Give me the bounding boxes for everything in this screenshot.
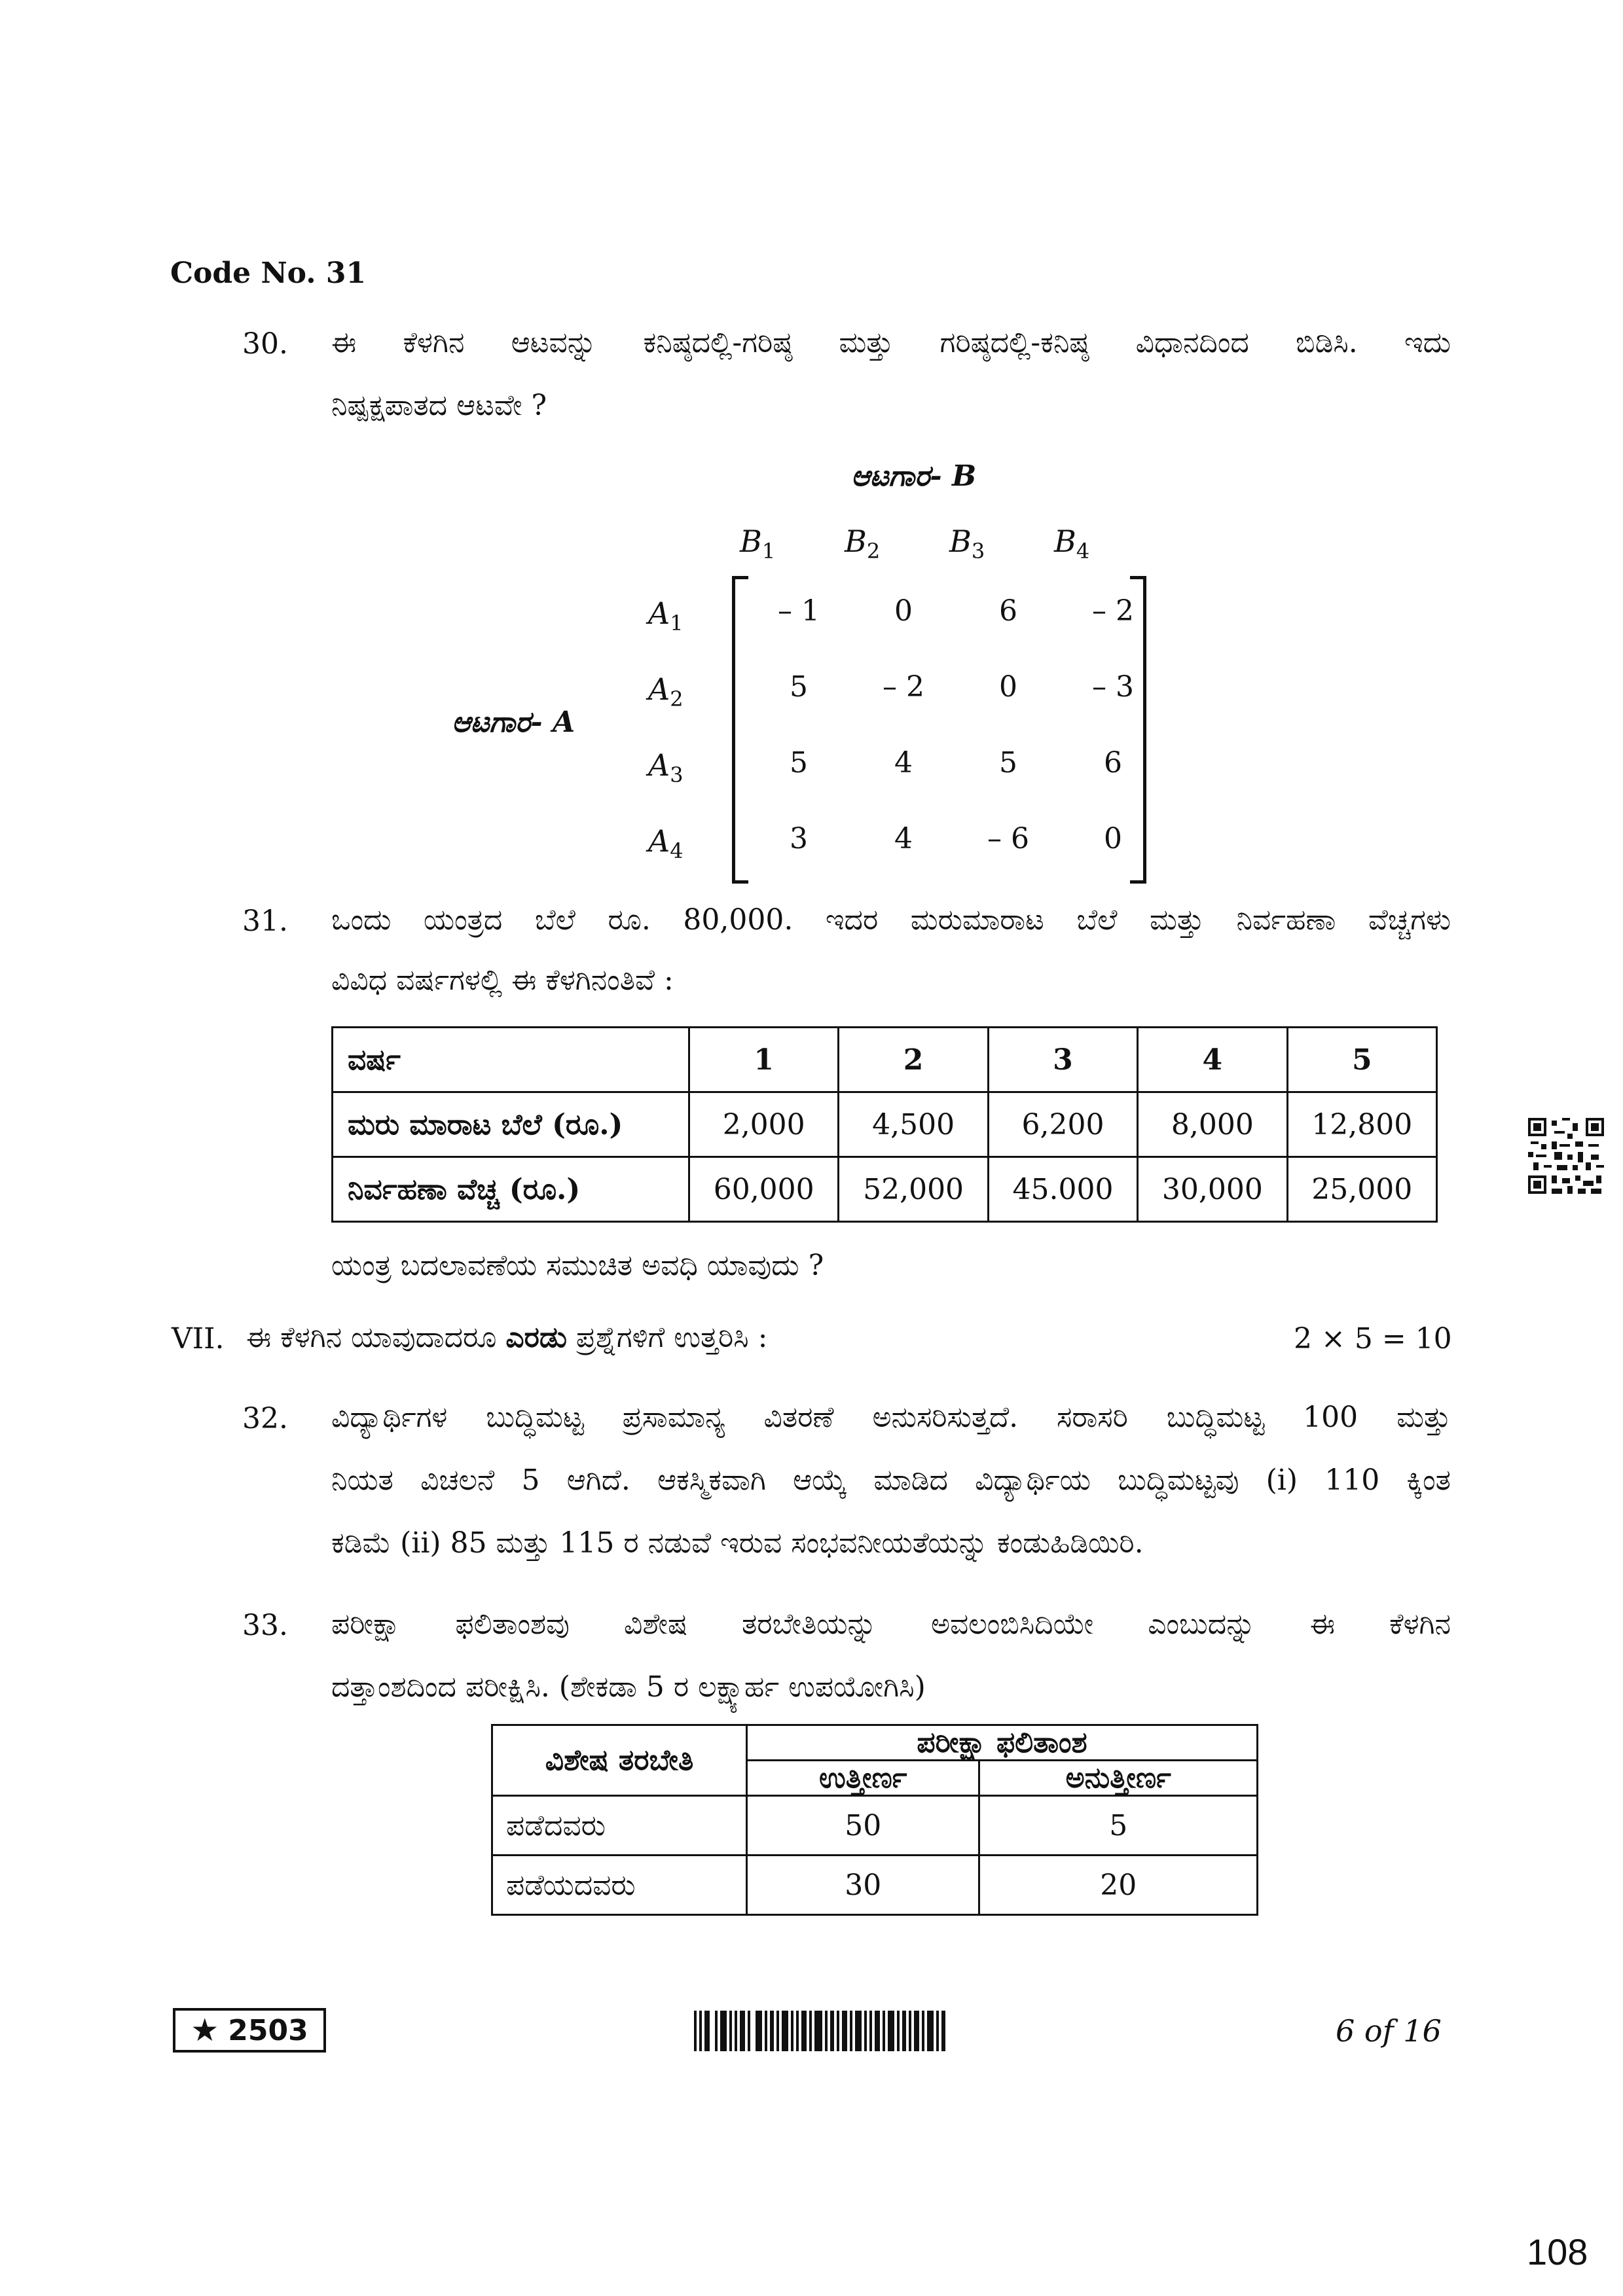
- matrix-cell: 4: [894, 746, 913, 780]
- row-head-a3: $A_3$: [648, 747, 684, 788]
- matrix-cell: – 2: [1092, 594, 1134, 628]
- column-head-b1: $B_1$: [740, 524, 776, 564]
- qr-code-icon: [1528, 1118, 1604, 1194]
- page-number: 108: [1527, 2231, 1588, 2272]
- table-cell: 12,800: [1287, 1092, 1436, 1157]
- question-32-number: 32.: [242, 1402, 288, 1435]
- page-of-total: 6 of 16: [1336, 2013, 1442, 2049]
- row-head-a4: $A_4$: [648, 823, 684, 864]
- star-icon: ★: [191, 2012, 219, 2049]
- table-cell: 25,000: [1287, 1157, 1436, 1222]
- question-33-line-2: ದತ್ತಾಂಶದಿಂದ ಪರೀಕ್ಷಿಸಿ. (ಶೇಕಡಾ 5 ರ ಲಕ್ಷ್ಯಾರ್ಹ ಉಪಯೋಗಿಸಿ): [331, 1670, 926, 1704]
- question-31-prompt: ಯಂತ್ರ ಬದಲಾವಣೆಯ ಸಮುಚಿತ ಅವಧಿ ಯಾವುದು ?: [331, 1249, 824, 1282]
- matrix-cell: 0: [999, 670, 1017, 704]
- row-head-a2: $A_2$: [648, 672, 684, 712]
- question-33-number: 33.: [242, 1609, 288, 1642]
- table-cell: 50: [747, 1796, 979, 1856]
- section-marks: 2 × 5 = 10: [1294, 1322, 1452, 1355]
- table-cell: 2,000: [689, 1092, 839, 1157]
- question-30-number: 30.: [242, 327, 288, 361]
- table-row-maintenance: [333, 1157, 1437, 1222]
- training-result-table: [491, 1724, 1258, 1916]
- table-row: [492, 1856, 1258, 1915]
- barcode: [694, 2011, 962, 2051]
- table-cell: 60,000: [689, 1157, 839, 1222]
- year-header: ವರ್ಷ: [333, 1028, 689, 1092]
- paper-code-badge: [173, 2008, 326, 2053]
- question-32-line-1: ವಿದ್ಯಾರ್ಥಿಗಳ ಬುದ್ಧಿಮಟ್ಟ ಪ್ರಸಾಮಾನ್ಯ ವಿತರಣೆ ಅನುಸರಿಸುತ್ತದೆ. ಸರಾಸರಿ ಬುದ್ಧಿಮಟ್ಟ 100 ಮತ್ತು: [331, 1401, 1451, 1434]
- instruction-text-end: ಪ್ರಶ್ನೆಗಳಿಗೆ ಉತ್ತರಿಸಿ :: [566, 1321, 768, 1354]
- resale-maintenance-table: [331, 1026, 1438, 1223]
- matrix-row-3: [746, 746, 1165, 822]
- question-30-line-1: ಈ ಕೆಳಗಿನ ಆಟವನ್ನು ಕನಿಷ್ಠದಲ್ಲಿ-ಗರಿಷ್ಠ ಮತ್ತು ಗರಿಷ್ಠದಲ್ಲಿ-ಕನಿಷ್ಠ ವಿಧಾನದಿಂದ ಬಿಡಿಸಿ. ಇದು: [331, 326, 1451, 359]
- year-cell: 4: [1138, 1028, 1287, 1092]
- table-cell: 5: [979, 1796, 1258, 1856]
- code-number: Code No. 31: [170, 257, 367, 290]
- resale-header: ಮರು ಮಾರಾಟ ಬೆಲೆ (ರೂ.): [333, 1092, 689, 1157]
- matrix-cell: 5: [790, 670, 808, 704]
- matrix-row-2: [746, 670, 1165, 746]
- matrix-cell: 6: [999, 594, 1017, 628]
- matrix-cell: 3: [790, 822, 808, 855]
- matrix-column-headers: [740, 524, 1159, 564]
- special-training-header: ವಿಶೇಷ ತರಬೇತಿ: [492, 1725, 747, 1796]
- year-cell: 3: [988, 1028, 1137, 1092]
- matrix-cell: 0: [894, 594, 913, 628]
- section-numeral: VII.: [172, 1322, 225, 1355]
- instruction-emphasis: ಎರಡು: [505, 1321, 567, 1354]
- question-31-line-1: ಒಂದು ಯಂತ್ರದ ಬೆಲೆ ರೂ. 80,000. ಇದರ ಮರುಮಾರಾಟ ಬೆಲೆ ಮತ್ತು ನಿರ್ವಹಣಾ ವೆಚ್ಚಗಳು: [331, 903, 1451, 937]
- table-cell: 45.000: [988, 1157, 1137, 1222]
- matrix-cell: – 1: [778, 594, 820, 628]
- table-cell: 8,000: [1138, 1092, 1287, 1157]
- question-31-line-2: ವಿವಿಧ ವರ್ಷಗಳಲ್ಲಿ ಈ ಕೆಳಗಿನಂತಿವೆ :: [331, 963, 674, 997]
- instruction-text: ಈ ಕೆಳಗಿನ ಯಾವುದಾದರೂ: [246, 1321, 506, 1354]
- matrix-cell: 6: [1104, 746, 1122, 780]
- column-head-b4: $B_4$: [1054, 524, 1090, 564]
- pass-header: ಉತ್ತೀರ್ಣ: [747, 1761, 979, 1796]
- section-instruction: [246, 1306, 767, 1369]
- question-33-line-1: ಪರೀಕ್ಷಾ ಫಲಿತಾಂಶವು ವಿಶೇಷ ತರಬೇತಿಯನ್ನು ಅವಲಂಬಿಸಿದಿಯೇ ಎಂಬುದನ್ನು ಈ ಕೆಳಗಿನ: [331, 1607, 1451, 1641]
- exam-result-header: ಪರೀಕ್ಷಾ ಫಲಿತಾಂಶ: [747, 1725, 1258, 1761]
- matrix-row-4: [746, 822, 1165, 898]
- matrix-row-1: [746, 594, 1165, 670]
- maintenance-header: ನಿರ್ವಹಣಾ ವೆಚ್ಚ (ರೂ.): [333, 1157, 689, 1222]
- question-32-line-3: ಕಡಿಮೆ (ii) 85 ಮತ್ತು 115 ರ ನಡುವೆ ಇರುವ ಸಂಭವನೀಯತೆಯನ್ನು ಕಂಡುಹಿಡಿಯಿರಿ.: [331, 1526, 1144, 1560]
- column-head-b3: $B_3$: [949, 524, 985, 564]
- question-31-number: 31.: [242, 905, 288, 938]
- matrix-cell: 4: [894, 822, 913, 855]
- row-label: ಪಡೆಯದವರು: [492, 1856, 747, 1915]
- paper-code: 2503: [228, 2013, 308, 2047]
- table-row: [492, 1796, 1258, 1856]
- table-header-row-1: [492, 1725, 1258, 1761]
- matrix-cell: 5: [999, 746, 1017, 780]
- payoff-matrix: [746, 594, 1165, 898]
- year-cell: 5: [1287, 1028, 1436, 1092]
- matrix-cell: 5: [790, 746, 808, 780]
- player-b-label: ಆಟಗಾರ- B: [851, 459, 977, 493]
- fail-header: ಅನುತ್ತೀರ್ಣ: [979, 1761, 1258, 1796]
- row-head-a1: $A_1$: [648, 596, 684, 636]
- year-cell: 2: [839, 1028, 988, 1092]
- year-cell: 1: [689, 1028, 839, 1092]
- table-row-resale: [333, 1092, 1437, 1157]
- table-cell: 20: [979, 1856, 1258, 1915]
- matrix-cell: – 3: [1092, 670, 1134, 704]
- table-cell: 30,000: [1138, 1157, 1287, 1222]
- column-head-b2: $B_2$: [845, 524, 881, 564]
- table-cell: 52,000: [839, 1157, 988, 1222]
- table-cell: 30: [747, 1856, 979, 1915]
- matrix-cell: – 2: [883, 670, 924, 704]
- matrix-cell: 0: [1104, 822, 1122, 855]
- player-a-label: ಆಟಗಾರ- A: [452, 706, 575, 739]
- question-32-line-2: ನಿಯತ ವಿಚಲನೆ 5 ಆಗಿದೆ. ಆಕಸ್ಮಿಕವಾಗಿ ಆಯ್ಕೆ ಮಾಡಿದ ವಿದ್ಯಾರ್ಥಿಯ ಬುದ್ಧಿಮಟ್ಟವು (i) 110 ಕ್ಕಿಂತ: [331, 1463, 1451, 1497]
- question-30-line-2: ನಿಷ್ಪಕ್ಷಪಾತದ ಆಟವೇ ?: [331, 389, 547, 422]
- matrix-cell: – 6: [987, 822, 1029, 855]
- row-label: ಪಡೆದವರು: [492, 1796, 747, 1856]
- table-cell: 6,200: [988, 1092, 1137, 1157]
- table-row-years: [333, 1028, 1437, 1092]
- table-cell: 4,500: [839, 1092, 988, 1157]
